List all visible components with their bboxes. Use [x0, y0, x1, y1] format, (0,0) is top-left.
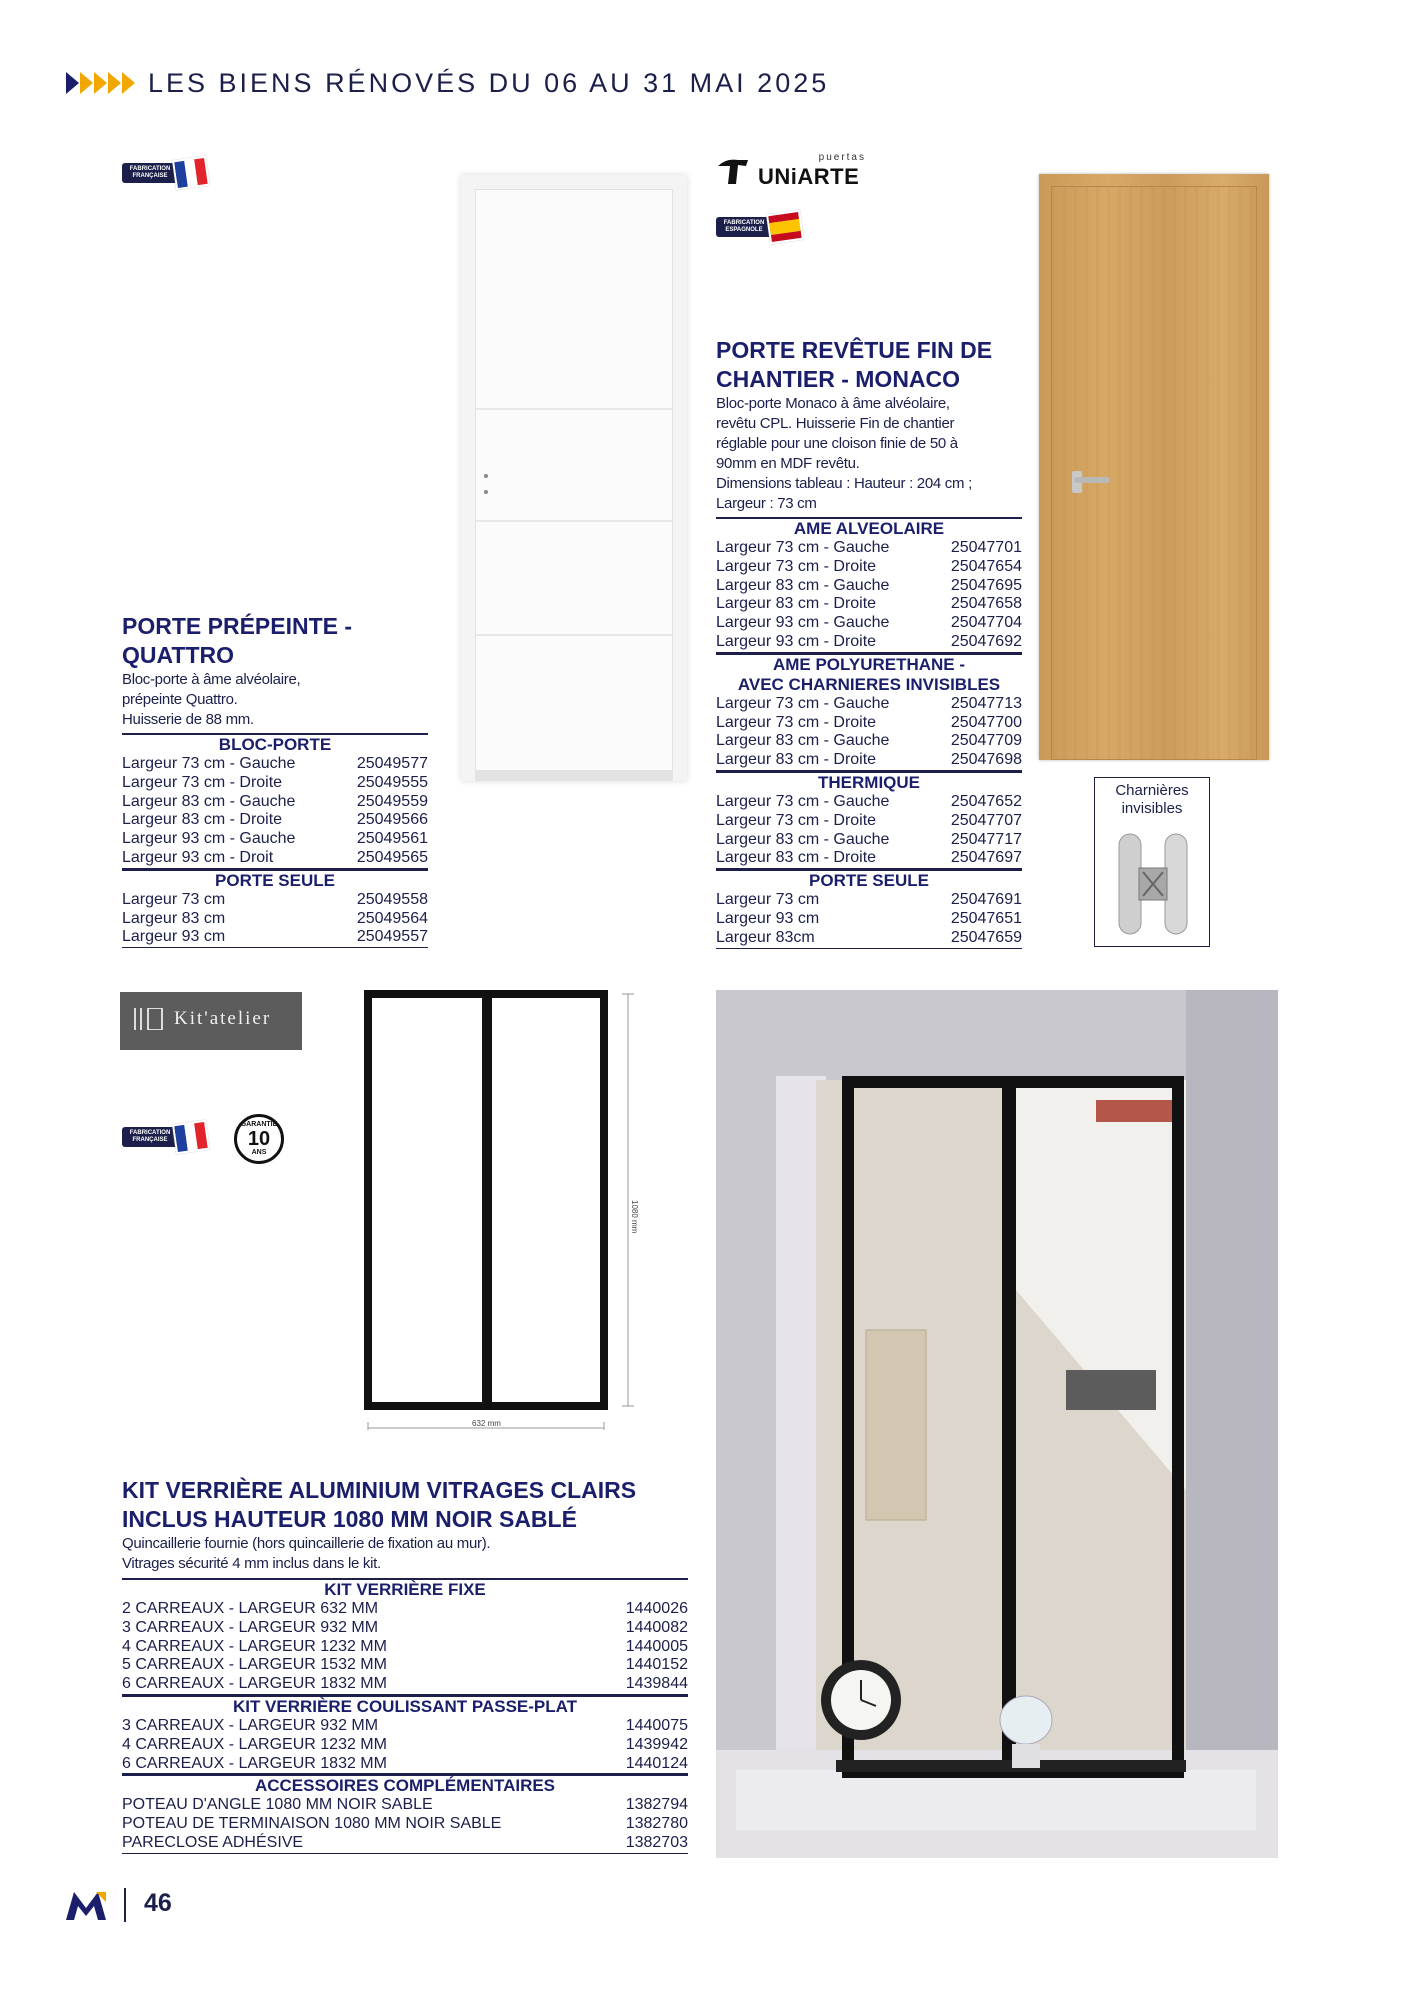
section-header: KIT VERRIÈRE COULISSANT PASSE-PLAT: [122, 1695, 688, 1717]
row-label: 4 CARREAUX - LARGEUR 1232 MM: [122, 1637, 387, 1655]
row-label: Largeur 73 cm - Droite: [716, 713, 877, 731]
verriere-description: Quincaillerie fournie (hors quincaillerie de fixation au mur). Vitrages sécurité 4 mm inclus dans le kit.: [122, 1535, 491, 1572]
row-label: 6 CARREAUX - LARGEUR 1832 MM: [122, 1675, 387, 1693]
table-row: [716, 695, 1022, 714]
table-row: [122, 1717, 688, 1736]
row-reference: 25049555: [356, 773, 428, 791]
section-rows: [122, 1717, 688, 1774]
row-label: Largeur 83 cm - Droite: [716, 595, 877, 613]
french-flag-icon: [172, 156, 210, 190]
row-reference: 25047700: [950, 713, 1022, 731]
table-row: [716, 891, 1022, 910]
section-header: THERMIQUE: [716, 771, 1022, 793]
row-label: 3 CARREAUX - LARGEUR 932 MM: [122, 1618, 379, 1636]
row-label: Largeur 83 cm - Gauche: [716, 576, 890, 594]
section-header: KIT VERRIÈRE FIXE: [122, 1578, 688, 1600]
table-row: [716, 831, 1022, 850]
row-reference: 25047698: [950, 751, 1022, 769]
row-reference: 25047651: [950, 909, 1022, 927]
row-reference: 1440152: [625, 1656, 688, 1674]
row-reference: 25049559: [356, 792, 428, 810]
section-header: ACCESSOIRES COMPLÉMENTAIRES: [122, 1774, 688, 1796]
row-label: Largeur 83cm: [716, 928, 815, 946]
row-reference: 25049565: [356, 848, 428, 866]
footer-separator: [124, 1888, 126, 1922]
row-label: Largeur 73 cm - Gauche: [122, 755, 296, 772]
table-row: [122, 1600, 688, 1619]
table-row: [122, 1675, 688, 1695]
verriere-product-block: [122, 1476, 688, 1854]
table-row: [716, 633, 1022, 653]
row-reference: 25047713: [950, 694, 1022, 712]
row-reference: 25047692: [950, 632, 1022, 650]
monaco-product-block: [716, 336, 1022, 949]
section-rows: [716, 793, 1022, 869]
table-row: [122, 891, 428, 910]
row-reference: 25047707: [950, 811, 1022, 829]
row-reference: 1440082: [625, 1618, 688, 1636]
section-header: AME ALVEOLAIRE: [716, 517, 1022, 539]
brand-logo-icon: [66, 1890, 106, 1920]
table-row: [716, 577, 1022, 596]
table-row: [122, 1619, 688, 1638]
section-rows: [122, 891, 428, 948]
section-header: PORTE SEULE: [122, 869, 428, 891]
verriere-technical-drawing: [364, 990, 642, 1430]
table-row: [122, 910, 428, 929]
table-row: [122, 830, 428, 849]
table-row: [122, 928, 428, 948]
table-row: [122, 774, 428, 793]
row-label: Largeur 93 cm - Gauche: [716, 614, 890, 632]
spanish-flag-icon: [766, 210, 804, 244]
garantie-10-ans-badge: GARANTIE 10 ANS: [234, 1114, 284, 1164]
table-row: [716, 558, 1022, 577]
monaco-description: Bloc-porte Monaco à âme alvéolaire, revêtu CPL. Huisserie Fin de chantier réglable pour une cloison finie de 50 à 90mm en MDF revêtu. Dimensions tableau : Hauteur : 204 cm ; Largeur : 73 cm: [716, 395, 972, 512]
row-label: Largeur 73 cm - Gauche: [716, 792, 890, 810]
row-label: Largeur 83 cm - Droite: [122, 811, 283, 829]
table-row: [716, 751, 1022, 771]
table-row: [716, 614, 1022, 633]
row-label: 3 CARREAUX - LARGEUR 932 MM: [122, 1716, 379, 1734]
table-row: [122, 1656, 688, 1675]
row-reference: 25047691: [950, 891, 1022, 909]
table-row: [716, 714, 1022, 733]
table-row: [716, 812, 1022, 831]
fabrication-francaise-badge: FABRICATION FRANÇAISE: [122, 158, 208, 188]
row-label: Largeur 73 cm - Droite: [122, 773, 283, 791]
row-label: Largeur 73 cm - Gauche: [716, 694, 890, 712]
row-reference: 25049557: [356, 928, 428, 946]
row-label: Largeur 93 cm - Droit: [122, 848, 274, 866]
row-label: Largeur 83 cm: [122, 909, 226, 927]
row-label: PARECLOSE ADHÉSIVE: [122, 1833, 304, 1851]
row-label: Largeur 73 cm: [122, 890, 226, 908]
width-dimension-label: 632 mm: [472, 1419, 501, 1428]
verriere-table: [122, 1578, 688, 1854]
row-label: Largeur 73 cm - Droite: [716, 811, 877, 829]
row-reference: 25049564: [356, 909, 428, 927]
row-reference: 1439844: [625, 1675, 688, 1693]
row-label: Largeur 83 cm - Droite: [716, 751, 877, 769]
porte-quattro-image: [461, 175, 687, 781]
row-reference: 25049558: [356, 890, 428, 908]
row-reference: 1440026: [625, 1600, 688, 1617]
row-label: Largeur 73 cm - Droite: [716, 557, 877, 575]
charnieres-invisibles-box: Charnières invisibles: [1094, 777, 1210, 947]
section-rows: [716, 539, 1022, 653]
row-label: Largeur 93 cm - Gauche: [122, 830, 296, 848]
row-reference: 25047658: [950, 595, 1022, 613]
table-row: [716, 539, 1022, 558]
row-reference: 25047701: [950, 539, 1022, 556]
section-header: AME POLYURETHANE - AVEC CHARNIERES INVISIBLES: [716, 653, 1022, 695]
table-row: [716, 849, 1022, 869]
quattro-title: PORTE PRÉPEINTE - QUATTRO: [122, 613, 353, 668]
section-rows: [716, 695, 1022, 771]
row-reference: 1382703: [625, 1833, 688, 1851]
row-reference: 25049561: [356, 830, 428, 848]
porte-monaco-image: [1039, 174, 1269, 760]
table-row: [716, 793, 1022, 812]
row-label: Largeur 93 cm: [716, 909, 820, 927]
row-label: 5 CARREAUX - LARGEUR 1532 MM: [122, 1656, 387, 1674]
table-row: [122, 1796, 688, 1815]
quattro-description: Bloc-porte à âme alvéolaire, prépeinte Quattro. Huisserie de 88 mm.: [122, 671, 301, 728]
row-label: 6 CARREAUX - LARGEUR 1832 MM: [122, 1754, 387, 1772]
row-reference: 25047652: [950, 792, 1022, 810]
page-number: 46: [144, 1889, 172, 1917]
row-reference: 25047695: [950, 576, 1022, 594]
section-rows: [122, 1600, 688, 1695]
kitatelier-bars-icon: [134, 1008, 168, 1030]
row-reference: 1440124: [625, 1754, 688, 1772]
row-label: POTEAU D'ANGLE 1080 MM NOIR SABLE: [122, 1796, 433, 1814]
row-reference: 1382794: [625, 1796, 688, 1814]
table-row: [716, 910, 1022, 929]
fabrication-espagnole-badge: FABRICATION ESPAGNOLE: [716, 212, 802, 242]
fabrication-francaise-badge-2: FABRICATION FRANÇAISE: [122, 1122, 208, 1152]
row-label: POTEAU DE TERMINAISON 1080 MM NOIR SABLE: [122, 1815, 502, 1833]
header-arrows-icon: [66, 72, 136, 94]
uniarte-mark-icon: [716, 156, 752, 186]
table-row: [122, 849, 428, 869]
row-label: 2 CARREAUX - LARGEUR 632 MM: [122, 1600, 379, 1617]
french-flag-icon: [172, 1120, 210, 1154]
row-reference: 25047697: [950, 849, 1022, 867]
table-row: [122, 1736, 688, 1755]
row-reference: 25049577: [356, 755, 428, 772]
row-label: Largeur 73 cm: [716, 891, 820, 909]
quattro-table: [122, 733, 428, 948]
section-rows: [122, 1796, 688, 1853]
row-reference: 1382780: [625, 1815, 688, 1833]
row-reference: 1440075: [625, 1716, 688, 1734]
row-label: Largeur 93 cm: [122, 928, 226, 946]
table-row: [716, 929, 1022, 949]
section-header: PORTE SEULE: [716, 869, 1022, 891]
section-header: BLOC-PORTE: [122, 733, 428, 755]
table-row: [122, 793, 428, 812]
table-row: [122, 811, 428, 830]
table-row: [122, 1815, 688, 1834]
row-label: Largeur 73 cm - Gauche: [716, 539, 890, 556]
table-row: [122, 1638, 688, 1657]
height-dimension-label: 1080 mm: [630, 1200, 639, 1234]
verriere-interior-photo: [716, 990, 1278, 1858]
row-label: Largeur 83 cm - Gauche: [716, 830, 890, 848]
table-row: [122, 1834, 688, 1854]
row-reference: 25047709: [950, 732, 1022, 750]
row-label: Largeur 93 cm - Droite: [716, 632, 877, 650]
row-reference: 1439942: [625, 1735, 688, 1753]
verriere-title: KIT VERRIÈRE ALUMINIUM VITRAGES CLAIRS INCLUS HAUTEUR 1080 MM NOIR SABLÉ: [122, 1477, 637, 1532]
row-label: Largeur 83 cm - Gauche: [716, 732, 890, 750]
hinge-icon: [1117, 832, 1189, 936]
row-reference: 25049566: [356, 811, 428, 829]
row-reference: 25047717: [950, 830, 1022, 848]
table-row: [716, 732, 1022, 751]
row-reference: 25047659: [950, 928, 1022, 946]
quattro-product-block: [122, 612, 428, 948]
row-reference: 1440005: [625, 1637, 688, 1655]
row-reference: 25047654: [950, 557, 1022, 575]
row-label: Largeur 83 cm - Gauche: [122, 792, 296, 810]
table-row: [716, 595, 1022, 614]
row-label: Largeur 83 cm - Droite: [716, 849, 877, 867]
page-header-title: LES BIENS RÉNOVÉS DU 06 AU 31 MAI 2025: [148, 68, 830, 98]
row-reference: 25047704: [950, 614, 1022, 632]
table-row: [122, 755, 428, 774]
section-rows: [122, 755, 428, 869]
table-row: [122, 1755, 688, 1775]
section-rows: [716, 891, 1022, 948]
uniarte-logo: puertas UNiARTE: [716, 152, 866, 190]
monaco-table: [716, 517, 1022, 949]
kitatelier-logo: Kit'atelier: [120, 992, 302, 1050]
row-label: 4 CARREAUX - LARGEUR 1232 MM: [122, 1735, 387, 1753]
monaco-title: PORTE REVÊTUE FIN DE CHANTIER - MONACO: [716, 337, 993, 392]
